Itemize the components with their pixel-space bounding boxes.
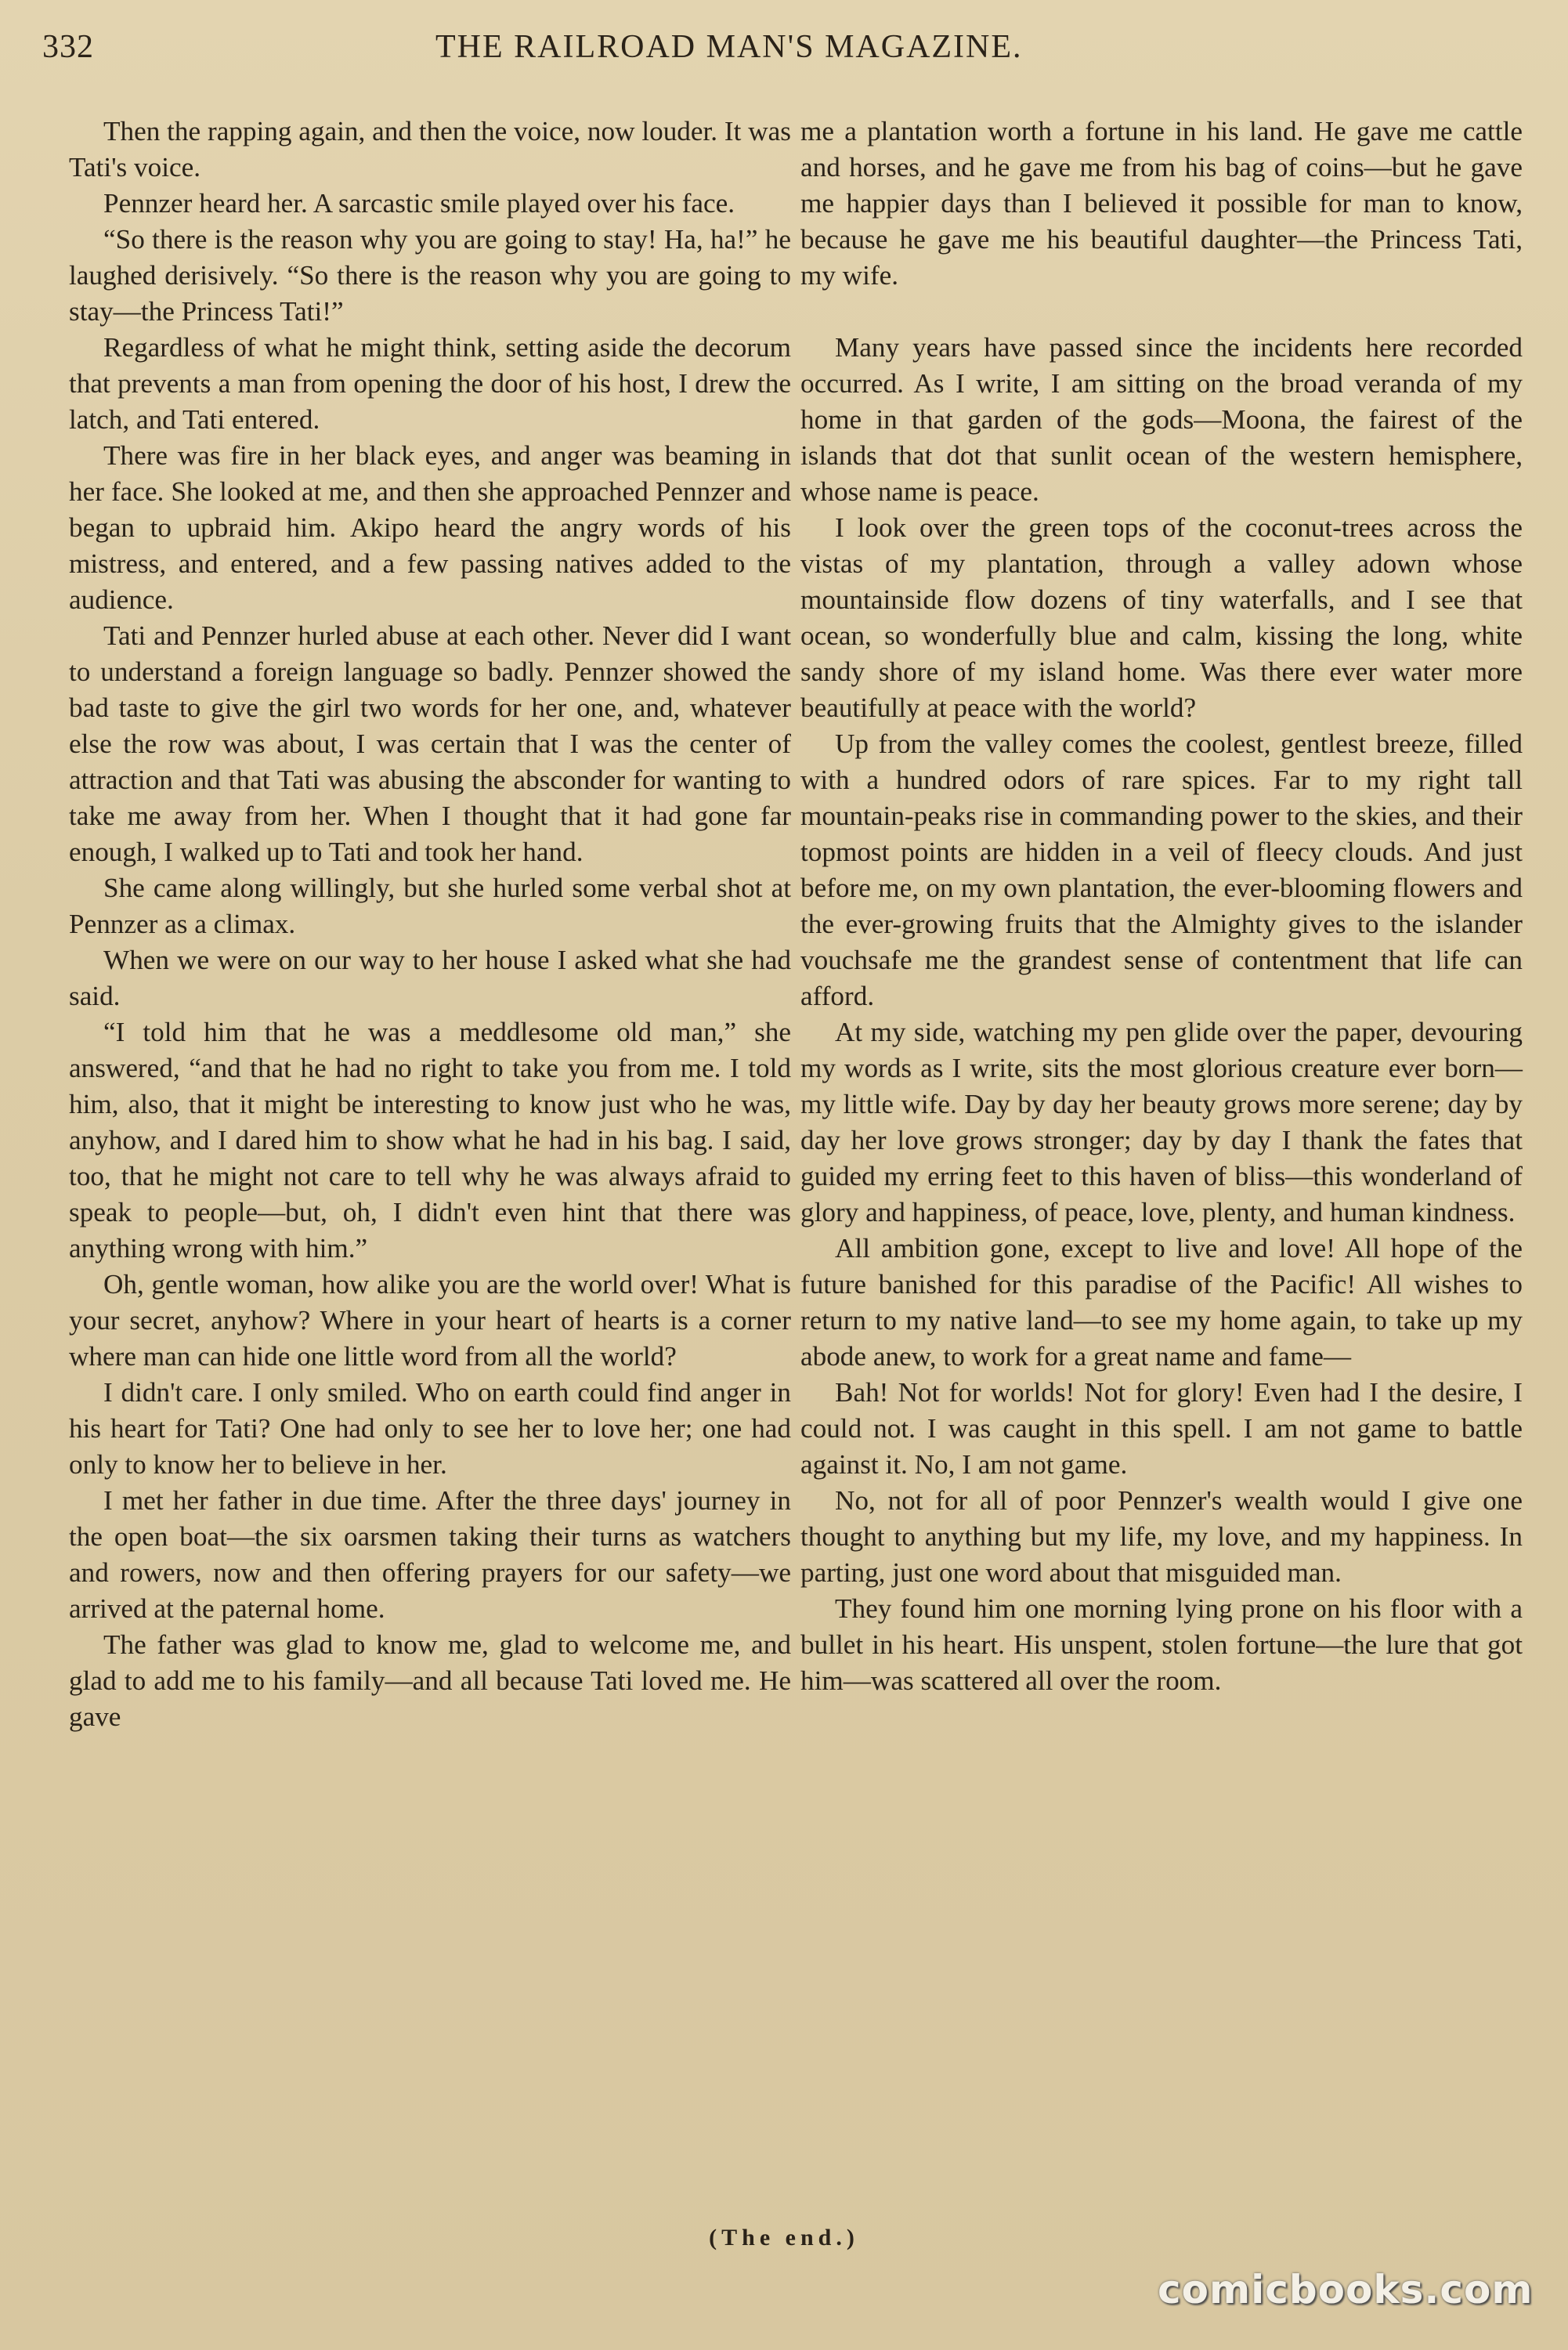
paragraph: All ambition gone, except to live and love! All hope of the future banished for this paradise of the Pacific! All wishes to return to my native land—to see my home again, to take up my abode anew, to work for a great name and fame— (800, 1233, 1523, 1372)
paragraph: Regardless of what he might think, setting aside the decorum that prevents a man from opening the door of his host, I drew the latch, and Tati entered. (69, 332, 791, 435)
paragraph: Pennzer heard her. A sarcastic smile played over his face. (103, 188, 735, 219)
paragraph: No, not for all of poor Pennzer's wealth would I give one thought to anything but my life, my love, and my happiness. In parting, just one word about that misguided man. (800, 1485, 1523, 1588)
paragraph: “So there is the reason why you are going to stay! Ha, ha!” he laughed derisively. “So there is the reason why you are going to stay—the Princess Tati!” (69, 224, 791, 327)
paragraph: Many years have passed since the incidents here recorded occurred. As I write, I am sitting on the broad veranda of my home in that garden of the gods—Moona, the fairest of the islands that dot that sunlit ocean of the western hemisphere, whose name is peace. (800, 332, 1523, 507)
paragraph: The father was glad to know me, glad to welcome me, and glad to add me to his family—and all because Tati loved me. He gave (69, 1629, 791, 1732)
the-end-marker: (The end.) (709, 2225, 859, 2251)
paragraph: I didn't care. I only smiled. Who on earth could find anger in his heart for Tati? One had only to see her to love her; one had only to know her to believe in her. (69, 1377, 791, 1480)
paragraph: “I told him that he was a meddlesome old man,” she answered, “and that he had no right to take you from me. I told him, also, that it might be interesting to know just who he was, anyhow, and I dared him to show what he had in his bag. I said, too, that he might not care to tell why he was always afraid to speak to people—but, oh, I didn't even hint that there was anything wrong with him.” (69, 1017, 791, 1264)
magazine-title: THE RAILROAD MAN'S MAGAZINE. (435, 29, 1023, 65)
paragraph: Oh, gentle woman, how alike you are the world over! What is your secret, anyhow? Where in your heart of hearts is a corner where man can hide one little word from all the world? (69, 1269, 791, 1372)
paragraph: Then the rapping again, and then the voice, now louder. It was Tati's voice. (69, 116, 791, 183)
source-watermark-logo: comicbooks.com (1158, 2267, 1534, 2312)
paragraph: At my side, watching my pen glide over the paper, devouring my words as I write, sits the most glorious creature ever born—my little wife. Day by day her beauty grows more serene; day by day her love grows stronger; day by day I thank the fates that guided my erring feet to this haven of bliss—this wonderland of glory and happiness, of peace, love, plenty, and human kindness. (800, 1017, 1523, 1227)
paragraph: I look over the green tops of the coconut-trees across the vistas of my plantation, through a valley adown whose mountainside flow dozens of tiny waterfalls, and I see that ocean, so wonderfully blue and calm, kissing the long, white sandy shore of my island home. Was there ever water more beautifully at peace with the world? (800, 512, 1523, 723)
left-column (69, 114, 791, 1735)
paragraph: Bah! Not for worlds! Not for glory! Even had I the desire, I could not. I was caught in this spell. I am not game to battle against it. No, I am not game. (800, 1377, 1523, 1480)
paragraph: I met her father in due time. After the three days' journey in the open boat—the six oarsmen taking their turns as watchers and rowers, now and then offering prayers for our safety—we arrived at the paternal home. (69, 1485, 791, 1624)
paragraph: Tati and Pennzer hurled abuse at each other. Never did I want to understand a foreign language so badly. Pennzer showed the bad taste to give the girl two words for her one, and, whatever else the row was about, I was certain that I was the center of attraction and that Tati was abusing the absconder for wanting to take me away from her. When I thought that it had gone far enough, I walked up to Tati and took her hand. (69, 620, 791, 867)
paragraph-continued: me a plantation worth a fortune in his land. He gave me cattle and horses, and he gave me from his bag of coins—but he gave me happier days than I believed it possible for man to know, because he gave me his beautiful daughter—the Princess Tati, my wife. (800, 116, 1523, 291)
paragraph: She came along willingly, but she hurled some verbal shot at Pennzer as a climax. (69, 873, 791, 939)
right-column (800, 114, 1523, 1699)
paragraph: They found him one morning lying prone on his floor with a bullet in his heart. His unspent, stolen fortune—the lure that got him—was scattered all over the room. (800, 1593, 1523, 1696)
paragraph: When we were on our way to her house I asked what she had said. (69, 945, 791, 1011)
page-number: 332 (42, 29, 94, 65)
page-header (0, 28, 1568, 75)
paragraph: Up from the valley comes the coolest, gentlest breeze, filled with a hundred odors of rare spices. Far to my right tall mountain-peaks rise in commanding power to the skies, and their topmost points are hidden in a veil of fleecy clouds. And just before me, on my own plantation, the ever-blooming flowers and the ever-growing fruits that the Almighty gives to the islander vouchsafe me the grandest sense of contentment that life can afford. (800, 728, 1523, 1011)
paragraph: There was fire in her black eyes, and anger was beaming in her face. She looked at me, and then she approached Pennzer and began to upbraid him. Akipo heard the angry words of his mistress, and entered, and a few passing natives added to the audience. (69, 440, 791, 615)
